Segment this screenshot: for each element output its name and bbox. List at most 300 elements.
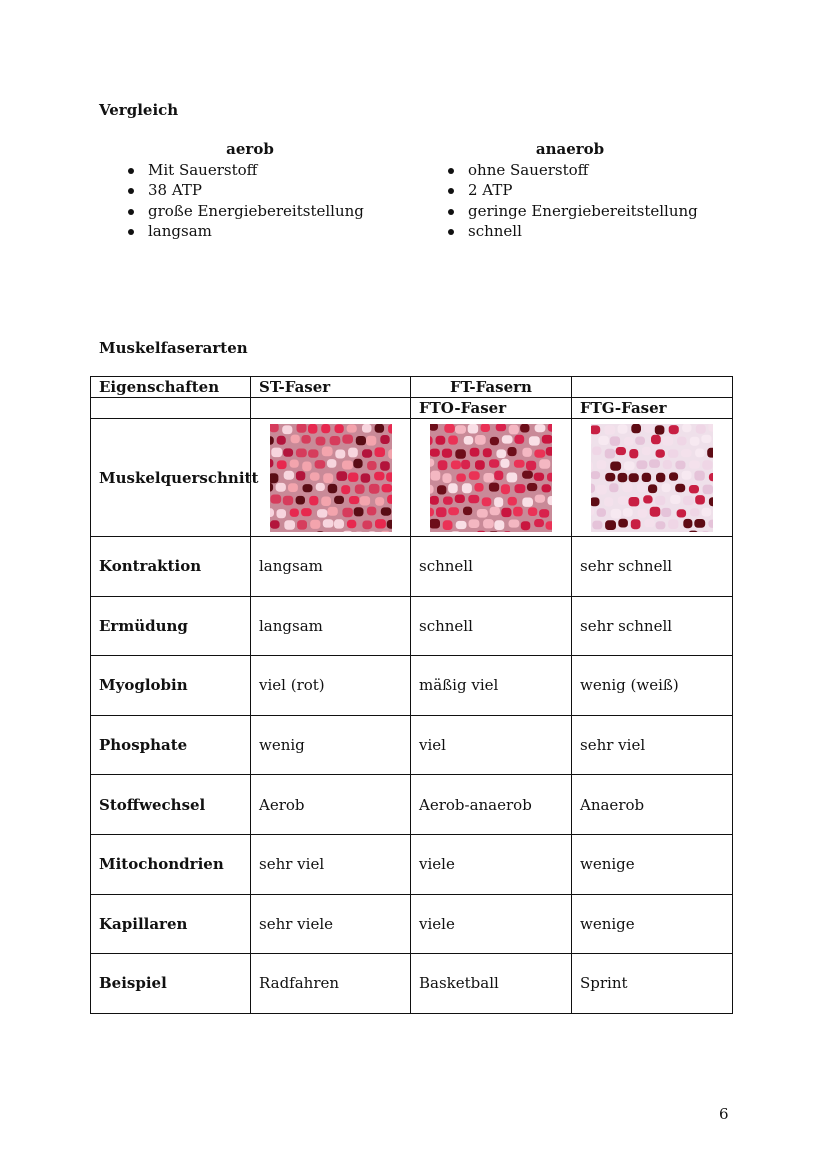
fiber-cell — [463, 506, 472, 514]
fiber-cell — [436, 507, 447, 517]
fiber-cell — [436, 435, 446, 444]
fiber-cell — [702, 460, 712, 470]
fiber-cell — [483, 448, 492, 457]
fiber-cell — [690, 508, 700, 516]
fiber-cell — [661, 507, 671, 516]
fiber-cell — [651, 434, 661, 444]
cell-fto: viele — [411, 834, 572, 894]
cell-fto: viele — [411, 894, 572, 954]
fiber-cell — [309, 472, 319, 480]
anaerob-item: geringe Energiebereitstellung — [443, 201, 698, 221]
fiber-cell — [703, 484, 713, 494]
anaerob-list — [443, 160, 698, 241]
table-row — [91, 596, 733, 656]
fiber-cell — [282, 425, 292, 434]
fiber-cell — [430, 448, 440, 456]
fiber-cell — [494, 520, 504, 530]
fiber-cell — [448, 435, 458, 444]
fiber-cell — [374, 424, 384, 433]
fiber-cell — [528, 507, 537, 516]
fiber-cell — [342, 460, 353, 469]
fiber-cell — [663, 460, 672, 469]
fiber-cell — [670, 494, 680, 503]
fiber-cell — [609, 483, 618, 492]
fiber-cell — [648, 484, 657, 493]
fiber-cell — [284, 520, 295, 530]
fiber-cell — [348, 472, 358, 481]
row-label: Kontraktion — [91, 537, 251, 597]
table-row — [91, 537, 733, 597]
fiber-cell — [301, 435, 310, 444]
fiber-cell — [335, 449, 345, 458]
cell-st: langsam — [251, 537, 411, 597]
fiber-cell — [283, 470, 293, 479]
aerob-list — [123, 160, 364, 241]
fiber-cell — [437, 485, 446, 494]
fiber-cell — [501, 507, 511, 516]
fiber-cell — [529, 436, 540, 445]
fiber-cell — [695, 448, 705, 457]
fiber-cell — [604, 497, 613, 506]
fiber-cell — [368, 483, 379, 493]
fiber-cell — [696, 424, 706, 433]
subheader-empty — [251, 398, 411, 419]
fiber-cell — [677, 509, 687, 517]
fiber-cell — [618, 424, 628, 433]
fiber-cell — [366, 435, 376, 445]
fiber-cell — [496, 424, 506, 431]
cell-fto: viel — [411, 715, 572, 775]
cell-ftg: sehr viel — [572, 715, 733, 775]
fiber-cell — [380, 461, 390, 471]
cell-st: Radfahren — [251, 954, 411, 1014]
fiber-cell — [308, 449, 318, 457]
fiber-cell — [346, 519, 355, 527]
fiber-cell — [624, 461, 635, 470]
fiber-cell — [461, 459, 470, 468]
fiber-cell — [430, 518, 440, 528]
aerob-item: langsam — [123, 221, 364, 241]
fiber-cell — [635, 436, 645, 444]
fiber-cell — [470, 447, 480, 456]
fiber-types-table — [90, 376, 733, 1014]
cell-st: viel (rot) — [251, 656, 411, 716]
fiber-cell — [638, 508, 648, 517]
fiber-cell — [542, 484, 552, 492]
fiber-cell — [327, 459, 336, 468]
fiber-cell — [289, 459, 298, 467]
fiber-cell — [662, 436, 673, 445]
fiber-cell — [342, 507, 353, 517]
fiber-cell — [618, 518, 628, 527]
fiber-cell — [637, 483, 646, 492]
fiber-cell — [496, 449, 506, 458]
fiber-cell — [624, 437, 634, 446]
fiber-cell — [542, 434, 552, 443]
fiber-cell — [656, 521, 666, 529]
fiber-cell — [276, 509, 286, 518]
fiber-cell — [302, 484, 312, 492]
fiber-cell — [618, 472, 628, 481]
fiber-cell — [448, 507, 459, 515]
fiber-cell — [596, 484, 607, 494]
fiber-cell — [508, 496, 517, 505]
cell-st: wenig — [251, 715, 411, 775]
fiber-cell — [507, 472, 518, 482]
fiber-cell — [282, 495, 292, 505]
fiber-cell — [317, 509, 327, 517]
fiber-cell — [442, 448, 452, 457]
fiber-cell — [469, 471, 480, 480]
fiber-cell — [359, 496, 370, 505]
fiber-cell — [694, 470, 704, 480]
fiber-cell — [701, 434, 711, 442]
cell-st: langsam — [251, 596, 411, 656]
fiber-cell — [642, 446, 651, 454]
fiber-cell — [610, 461, 621, 470]
fiber-cell — [500, 458, 509, 467]
fiber-cell — [649, 459, 660, 468]
fiber-cell — [591, 425, 600, 434]
fiber-cell — [513, 506, 523, 516]
fiber-cell — [669, 425, 679, 434]
image-cell-st — [251, 419, 411, 537]
fiber-cell — [681, 449, 692, 457]
fiber-cell — [611, 508, 622, 518]
fiber-cell — [514, 459, 525, 467]
cell-fto: Aerob-anaerob — [411, 775, 572, 835]
fiber-cell — [362, 449, 372, 457]
fiber-cell — [430, 495, 439, 504]
fiber-cell — [362, 424, 372, 433]
fiber-cell — [374, 447, 385, 457]
fiber-cell — [348, 447, 358, 457]
cell-st: sehr viel — [251, 834, 411, 894]
fiber-cell — [610, 436, 620, 446]
fiber-cell — [702, 507, 712, 516]
fiber-cell — [514, 434, 524, 443]
fiber-cell — [623, 508, 633, 517]
fiber-cell — [309, 495, 318, 505]
fiber-cell — [683, 518, 692, 527]
fiber-cell — [302, 461, 311, 471]
fiber-cell — [509, 519, 520, 527]
fiber-cell — [535, 424, 546, 432]
fiber-cell — [276, 460, 286, 469]
fiber-cell — [597, 460, 607, 469]
fiber-cell — [430, 424, 438, 431]
fiber-cell — [310, 519, 320, 528]
fiber-cell — [443, 496, 453, 504]
fiber-cell — [360, 473, 370, 482]
table-subheader-row — [91, 398, 733, 419]
fiber-cell — [289, 508, 298, 516]
fiber-cell — [329, 436, 340, 445]
row-label: Phosphate — [91, 715, 251, 775]
fiber-cell — [644, 424, 654, 433]
fiber-cell — [682, 424, 691, 432]
fiber-cell — [636, 460, 647, 469]
fiber-cell — [668, 449, 679, 458]
fiber-cell — [655, 425, 665, 434]
fiber-cell — [631, 424, 641, 433]
fiber-cell — [629, 497, 640, 506]
fiber-cell — [622, 482, 632, 492]
fiber-cell — [689, 485, 699, 493]
fiber-cell — [604, 425, 615, 435]
fiber-cell — [327, 483, 337, 492]
fiber-cell — [489, 482, 499, 491]
fiber-cell — [366, 506, 375, 515]
fiber-cell — [642, 472, 651, 481]
fiber-cell — [334, 424, 343, 433]
fiber-cell — [469, 519, 480, 528]
fiber-cell — [592, 520, 602, 529]
fiber-cell — [475, 460, 485, 470]
aerob-item: Mit Sauerstoff — [123, 160, 364, 180]
fiber-cell — [438, 460, 448, 470]
fiber-cell — [546, 447, 552, 456]
fiber-cell — [348, 496, 358, 504]
fiber-cell — [643, 495, 652, 503]
fiber-cell — [629, 473, 639, 482]
fiber-cell — [468, 424, 479, 434]
fiber-cell — [342, 434, 353, 443]
fiber-cell — [477, 509, 488, 518]
header-empty — [572, 377, 733, 398]
fiber-cell — [380, 507, 391, 515]
fiber-cell — [462, 483, 472, 493]
fiber-cell — [474, 483, 483, 492]
fiber-cell — [295, 471, 304, 480]
fiber-cell — [618, 496, 629, 505]
fiber-cell — [522, 497, 533, 506]
cell-ftg: Anaerob — [572, 775, 733, 835]
fiber-cell — [650, 506, 661, 516]
fiber-cell — [315, 436, 325, 445]
fiber-cell — [675, 483, 685, 492]
fiber-cell — [490, 506, 500, 515]
fiber-cell — [468, 494, 479, 502]
cell-st: sehr viele — [251, 894, 411, 954]
fiber-cell — [526, 460, 536, 470]
fiber-cell — [689, 460, 700, 468]
fiber-cell — [314, 460, 325, 469]
fiber-cell — [655, 495, 665, 505]
fiber-cell — [597, 508, 606, 517]
fiber-cell — [270, 473, 278, 483]
fiber-cell — [592, 446, 601, 455]
cell-ftg: wenige — [572, 834, 733, 894]
fiber-cell — [336, 471, 347, 481]
fiber-cell — [539, 459, 550, 469]
fiber-cell — [481, 424, 490, 432]
fiber-cell — [354, 484, 364, 494]
fiber-types-heading: Muskelfaserarten — [99, 339, 248, 357]
header-fto: FTO-Faser — [411, 398, 572, 419]
fiber-cell — [297, 520, 307, 530]
fiber-cell — [591, 497, 600, 506]
aerob-item: große Energiebereitstellung — [123, 201, 364, 221]
cell-ftg: Sprint — [572, 954, 733, 1014]
ftg-cross-section-image — [591, 424, 713, 532]
fiber-cell — [522, 470, 533, 478]
subheader-empty — [91, 398, 251, 419]
table-row — [91, 656, 733, 716]
fiber-cell — [443, 520, 453, 530]
fiber-cell — [507, 447, 516, 456]
cell-fto: schnell — [411, 537, 572, 597]
row-label: Myoglobin — [91, 656, 251, 716]
fiber-cell — [301, 508, 312, 516]
fiber-cell — [591, 471, 600, 479]
fiber-cell — [546, 521, 553, 530]
fiber-cell — [605, 472, 615, 481]
fiber-cell — [631, 519, 641, 529]
fiber-cell — [375, 519, 386, 528]
fiber-cell — [276, 435, 285, 444]
table-header-row — [91, 377, 733, 398]
fiber-cell — [509, 424, 519, 434]
fiber-cell — [489, 459, 499, 468]
fiber-cell — [494, 497, 503, 507]
fiber-cell — [455, 425, 466, 434]
row-label: Stoffwechsel — [91, 775, 251, 835]
fiber-cell — [270, 424, 279, 432]
fiber-cell — [283, 448, 293, 456]
fiber-cell — [271, 447, 282, 457]
fiber-cell — [521, 521, 531, 530]
fiber-cell — [527, 483, 537, 491]
fiber-cell — [362, 520, 372, 529]
fto-cross-section-image — [430, 424, 552, 532]
fiber-cell — [598, 435, 609, 444]
fiber-cell — [694, 519, 705, 528]
row-label: Beispiel — [91, 954, 251, 1014]
fiber-cell — [353, 458, 362, 467]
fiber-cell — [431, 470, 441, 480]
table-row — [91, 894, 733, 954]
fiber-cell — [464, 436, 474, 445]
fiber-cell — [656, 449, 665, 457]
fiber-cell — [296, 424, 306, 433]
fiber-cell — [675, 460, 685, 469]
fiber-cell — [707, 447, 713, 457]
header-st: ST-Faser — [251, 377, 411, 398]
fiber-cell — [456, 520, 467, 528]
fiber-cell — [295, 448, 306, 457]
fiber-cell — [270, 520, 280, 528]
fiber-cell — [322, 519, 333, 527]
anaerob-item: 2 ATP — [443, 180, 698, 200]
fiber-cell — [334, 519, 344, 528]
cell-ftg: wenige — [572, 894, 733, 954]
fiber-cell — [490, 436, 499, 444]
cell-fto: schnell — [411, 596, 572, 656]
fiber-cell — [534, 472, 544, 480]
fiber-cell — [442, 473, 451, 483]
fiber-cell — [494, 470, 503, 480]
cell-fto: Basketball — [411, 954, 572, 1014]
fiber-cell — [381, 484, 392, 492]
fiber-cell — [275, 482, 285, 491]
fiber-cell — [535, 494, 545, 502]
fiber-cell — [295, 495, 304, 504]
fiber-cell — [690, 436, 700, 445]
row-label: Kapillaren — [91, 894, 251, 954]
fiber-cell — [315, 482, 324, 490]
fiber-cell — [656, 472, 665, 482]
fiber-cell — [677, 436, 687, 445]
fiber-cell — [288, 483, 298, 492]
image-cell-fto — [411, 419, 572, 537]
fiber-cell — [515, 484, 526, 493]
cell-fto: mäßig viel — [411, 656, 572, 716]
fiber-cell — [355, 436, 365, 445]
fiber-cell — [451, 460, 461, 469]
anaerob-item: schnell — [443, 221, 698, 241]
fiber-cell — [522, 447, 532, 456]
fiber-cell — [386, 519, 391, 528]
fiber-cell — [341, 485, 350, 494]
page-number: 6 — [719, 1105, 729, 1123]
fiber-cell — [644, 519, 654, 527]
fiber-cell — [520, 424, 529, 433]
table-row — [91, 954, 733, 1014]
fiber-cell — [616, 447, 626, 455]
fiber-cell — [539, 509, 549, 517]
aerob-title: aerob — [226, 140, 274, 158]
fiber-cell — [501, 484, 510, 494]
cell-ftg: sehr schnell — [572, 537, 733, 597]
fiber-cell — [387, 494, 392, 503]
fiber-cell — [534, 519, 544, 527]
fiber-cell — [629, 449, 638, 458]
fiber-cell — [353, 507, 363, 516]
fiber-cell — [321, 424, 330, 433]
fiber-cell — [448, 483, 458, 493]
fiber-cell — [682, 470, 692, 479]
fiber-cell — [502, 435, 513, 443]
table-row — [91, 715, 733, 775]
comparison-heading: Vergleich — [99, 101, 179, 119]
st-cross-section-image — [270, 424, 392, 532]
fiber-cell — [695, 495, 705, 504]
fiber-cell — [669, 472, 678, 480]
fiber-cell — [456, 473, 466, 481]
fiber-cell — [605, 448, 616, 458]
fiber-cell — [346, 424, 356, 432]
row-label: Ermüdung — [91, 596, 251, 656]
fiber-cell — [444, 424, 455, 433]
fiber-cell — [483, 519, 494, 528]
table-row — [91, 775, 733, 835]
fiber-cell — [375, 497, 384, 506]
fiber-cell — [605, 520, 616, 530]
cell-ftg: sehr schnell — [572, 596, 733, 656]
row-label: Mitochondrien — [91, 834, 251, 894]
fiber-cell — [455, 494, 465, 503]
image-row — [91, 419, 733, 537]
cell-st: Aerob — [251, 775, 411, 835]
table-row — [91, 834, 733, 894]
fiber-cell — [290, 434, 299, 443]
header-ft: FT-Fasern — [411, 377, 572, 398]
fiber-cell — [483, 473, 494, 483]
fiber-cell — [386, 472, 392, 481]
anaerob-item: ohne Sauerstoff — [443, 160, 698, 180]
fiber-cell — [475, 435, 486, 445]
